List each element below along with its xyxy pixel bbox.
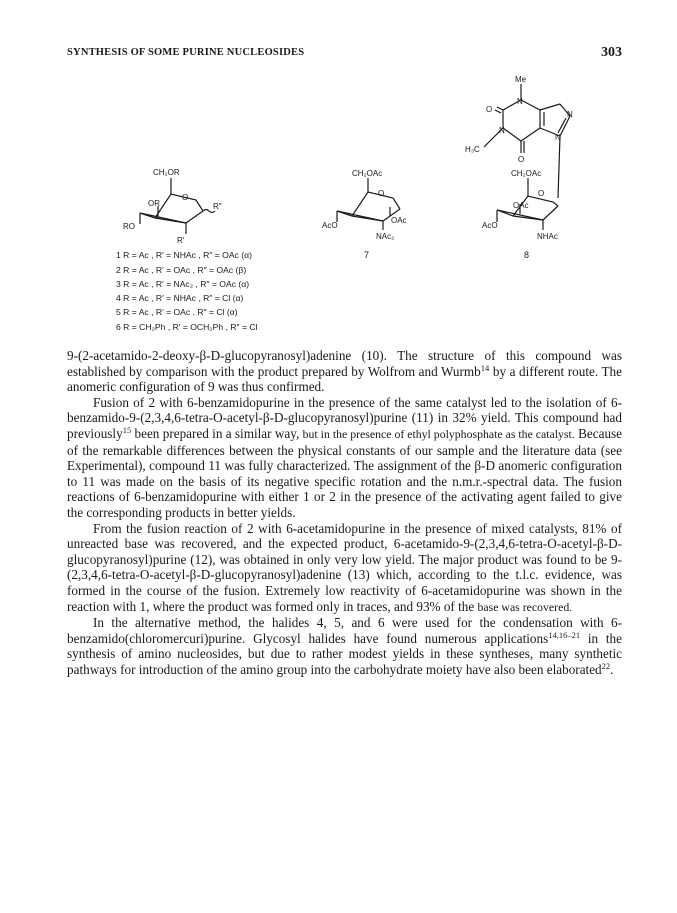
oac-label-8: OAc xyxy=(513,201,529,210)
ring-oxygen-label: O xyxy=(182,193,189,202)
r-double-prime-label: R″ xyxy=(213,202,222,211)
p4-text-c: . xyxy=(610,661,614,677)
ch2or-label: CH₂OR xyxy=(153,168,180,177)
paragraph-2 xyxy=(67,395,622,521)
p4-text-b: in the synthesis of amino nucleosides, but due to rather modest yields in these syntheses, many synthetic pathways for introduction of the amino group into the carbohydrate moiety have also been elaborated xyxy=(67,630,622,677)
n7-label-8: N xyxy=(567,110,573,119)
definition-6: 6 R = CH₂Ph , R′ = OCH₂Ph , R″ = Cl xyxy=(116,322,258,332)
citation-15: 15 xyxy=(122,424,132,435)
citation-14: 14 xyxy=(480,362,490,373)
methyl-label-8: Me xyxy=(515,75,527,84)
definition-3: 3 R = Ac , R′ = NAc₂ , R″ = OAc (α) xyxy=(116,279,250,289)
paragraph-3 xyxy=(67,521,622,616)
p3-text-b: base was recovered. xyxy=(477,599,573,614)
p4-text-a: In the alternative method, the halides 4, 5, and 6 were used for the condensation with 6-benzamido(chloromercuri)purine. Glycosyl halides have found numerous applications xyxy=(67,615,622,646)
p2-text-c: but in the presence of ethyl polyphosphate as the catalyst. xyxy=(302,426,575,441)
or-label: OR xyxy=(148,199,160,208)
paragraph-4 xyxy=(67,615,622,677)
ring-oxygen-label-8: O xyxy=(538,189,545,198)
n3-label-8: N xyxy=(499,126,505,135)
oac-label-7: OAc xyxy=(391,216,407,225)
p2-text-b: been prepared in a similar way, xyxy=(131,425,300,441)
citation-22: 22 xyxy=(601,660,611,671)
ring-oxygen-label-7: O xyxy=(378,189,385,198)
p2-text-d: Because of the remarkable differences between the physical constants of our sample and the literature data (see Experimental), compound 11 was fully characterized. The assignment of the β-D anomeric configuration to 11 was made on the basis of its negative specific rotation and the n.m.r.-spectral data. The fusion reactions of 6-benzamidopurine with either 1 or 2 in the presence of the activating agent failed to give the corresponding products in better yields. xyxy=(67,425,623,520)
compound-number-7: 7 xyxy=(364,250,370,260)
paragraph-1 xyxy=(67,348,622,395)
h3c-label-8: H₃C xyxy=(465,145,480,154)
r-prime-label: R′ xyxy=(177,236,185,245)
p3-text-a: From the fusion reaction of 2 with 6-acetamidopurine in the presence of mixed catalysts, 81% of unreacted base was recovered, and the expected product, 6-acetamido-9-(2,3,4,6-tetra-O-acetyl-β-D-glucopyranosyl)purine (12), was obtained in only very low yield. The major product was found to be 9-(2,3,4,6-tetra-O-acetyl-β-D-glucopyranosyl)adenine (13) which, according to the t.l.c. evidence, was formed in the course of the fusion. Extremely low reactivity of 6-acetamidopurine was shown in the reaction with 1, where the product was formed only in traces, and 93% of the xyxy=(67,520,622,614)
ro-label: RO xyxy=(123,222,135,231)
p1-text-a: 9-(2-acetamido-2-deoxy-β-D-glucopyranosyl)adenine (10). The structure of this compound was established by comparison with the product prepared by Wolfrom and Wurmb xyxy=(67,348,622,379)
p2-text-a: Fusion of 2 with 6-benzamidopurine in the presence of the same catalyst led to the isolation of 6-benzamido-9-(2,3,4,6-tetra-O-acetyl-β-D-glucopyranosyl)purine (11) in 32% yield. This compound had previously xyxy=(67,394,622,441)
definition-2: 2 R = Ac , R′ = OAc , R″ = OAc (β) xyxy=(116,265,247,275)
definition-4: 4 R = Ac , R′ = NHAc , R″ = Cl (α) xyxy=(116,293,244,303)
p1-text-b: by a different route. The anomeric configuration of 9 was thus confirmed. xyxy=(67,363,622,395)
ch2oac-label-7: CH₂OAc xyxy=(352,169,383,178)
carbonyl-o-label-8: O xyxy=(486,105,493,114)
aco-label-8: AcO xyxy=(482,221,498,230)
body-text xyxy=(67,348,622,677)
chemical-structures-figure xyxy=(0,0,677,340)
ch2oac-label-8: CH₂OAc xyxy=(511,169,542,178)
definition-1: 1 R = Ac , R′ = NHAc , R″ = OAc (α) xyxy=(116,250,252,260)
n1-label-8: N xyxy=(517,97,523,106)
substituent-definitions xyxy=(116,250,258,332)
compound-number-8: 8 xyxy=(524,250,530,260)
nac2-label-7: NAc₂ xyxy=(376,232,395,241)
running-head: SYNTHESIS OF SOME PURINE NUCLEOSIDES xyxy=(67,47,305,58)
citation-14-16-21: 14,16–21 xyxy=(548,629,581,640)
page-number: 303 xyxy=(601,45,622,60)
definition-5: 5 R = Ac , R′ = OAc , R″ = Cl (α) xyxy=(116,307,238,317)
carbonyl-o2-label-8: O xyxy=(518,155,525,164)
aco-label-7: AcO xyxy=(322,221,338,230)
n9-label-8: N xyxy=(555,133,561,142)
nhac-label-8: NHAc xyxy=(537,232,558,241)
